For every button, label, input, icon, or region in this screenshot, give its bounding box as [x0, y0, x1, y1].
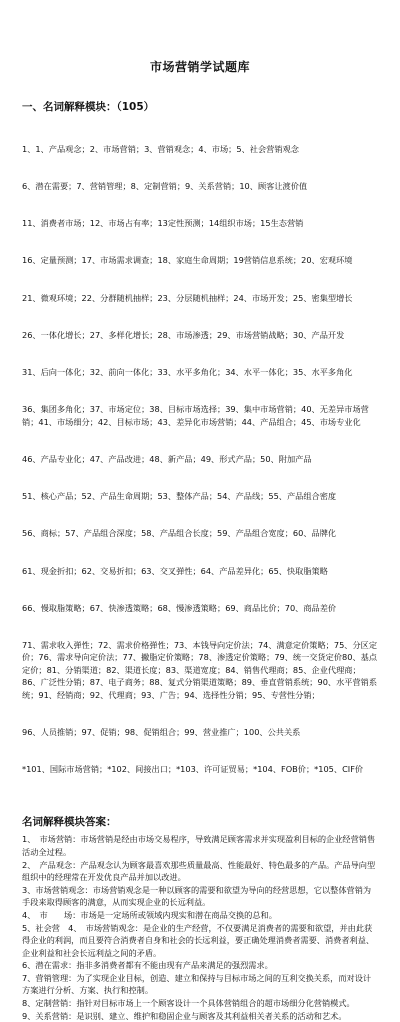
term-line: 6、潜在需要；7、营销管理；8、定制营销；9、关系营销；10、顾客让渡价值	[22, 181, 308, 192]
term-line: *101、国际市场营销；*102、间接出口；*103、许可证贸易；*104、FOB价；*105、CIF价	[22, 764, 364, 775]
section-heading-answers: 名词解释模块答案：	[22, 816, 117, 829]
term-line: 56、商标；57、产品组合深度；58、产品组合长度；59、产品组合宽度；60、品牌化	[22, 528, 337, 539]
term-line: 66、慢取脂策略；67、快渗透策略；68、慢渗透策略；69、商品比价；70、商品差价	[22, 602, 337, 613]
document-title: 市场营销学试题库	[149, 60, 250, 74]
answer-item: 5、社会营 4、 市场营销观念：是企业的生产经营，不仅要满足消费者的需要和欲望，并由此获得企业的利润，而且要符合消费者自身和社会的长远利益，要正确处理消费者需要、消费者利益、企业利益和社会长远利益之间的矛盾。	[22, 922, 375, 958]
term-line: 36、集团多角化；37、市场定位；38、目标市场选择；39、集中市场营销；40、无差异市场营销；41、市场细分；42、目标市场；43、差异化市场营销；44、产品组合；45、市场专业化	[22, 404, 369, 427]
answer-item: 1、 市场营销：市场营销是经由市场交易程序，导致满足顾客需求并实现盈利目标的企业经营销售 活动全过程。	[22, 834, 392, 857]
term-line: 96、人员推销；97、促销；98、促销组合；99、营业推广；100、公共关系	[22, 726, 301, 737]
answer-item: 9、关系营销：是识别、建立、维护和稳固企业与顾客及其利益相关者关系的活动和艺术。	[22, 1010, 347, 1021]
term-line: 16、定量预测；17、市场需求调查；18、家庭生命周期；19营销信息系统；20、宏观环境	[22, 255, 353, 266]
term-line: 46、产品专业化；47、产品改进；48、新产品；49、形式产品；50、附加产品	[22, 453, 312, 464]
answer-item: 7、营销管理：为了实现企业目标，创造、建立和保持与目标市场之间的互利交换关系，而对设计方案进行分析、方案、执行和控制。	[22, 972, 372, 996]
answers-list	[22, 833, 392, 1022]
term-line: 21、微观环境；22、分群随机抽样；23、分层随机抽样；24、市场开发；25、密集型增长	[22, 292, 353, 303]
term-line: 71、需求收入弹性；72、需求价格弹性；73、本钱导向定价法；74、满意定价策略；75、分区定价；76、需求导向定价法；77、撇脂定价策略；78、渗透定价策略；79、统一交货定价80、基点定价；81、分销渠道；82、渠道长度；83、渠道宽度；84、销售代理商；85、企业代理商；86、广泛性分销；87、电子商务；88、复式分销渠道策略；89、垂直营销系统；90、水平营销系统；91、经销商；92、代理商；93、广告；94、选择性分销；95、专营性分销；	[22, 640, 378, 700]
term-line: 31、后向一体化；32、前向一体化；33、水平多角化；34、水平一体化；35、水平多角化	[22, 367, 353, 378]
term-line: 1、1、产品观念；2、市场营销；3、营销观念；4、市场；5、社会营销观念	[22, 143, 299, 154]
answer-item: 2、 产品观念：产品观念认为顾客最喜欢那些质量最高、性能最好、特色最多的产品。产品导向型组织中的经理常在开发优良产品并加以改进。	[22, 859, 376, 883]
answer-item: 8、定制营销：指针对目标市场上一个顾客设计一个具体营销组合的超市场细分化营销模式。	[22, 998, 355, 1009]
answer-item: 4、 市 场：市场是一定场所或领域内现实和潜在商品交换的总和。	[22, 909, 277, 920]
term-line: 51、核心产品；52、产品生命周期；53、整体产品；54、产品线；55、产品组合密度	[22, 491, 337, 502]
answer-item: 6、潜在需求：指非多消费者都有不能由现有产品来满足的强烈需求。	[22, 960, 273, 971]
answer-item: 3、市场营销观念：市场营销观念是一种以顾客的需要和欲望为导向的经营思想，它以整体营销为手段来取得顾客的满意，从而实现企业的长远利益。	[22, 884, 372, 908]
term-line: 61、现金折扣；62、交易折扣；63、交叉弹性；64、产品差异化；65、快取脂策略	[22, 565, 328, 576]
term-line: 26、一体化增长；27、多样化增长；28、市场渗透；29、市场营销战略；30、产品开发	[22, 329, 345, 340]
term-line: 11、消费者市场；12、市场占有率；13定性预测；14组织市场；15生态营销	[22, 218, 304, 229]
section-heading-terms: 一、名词解释模块：（105）	[22, 101, 155, 113]
terms-list	[22, 118, 378, 800]
